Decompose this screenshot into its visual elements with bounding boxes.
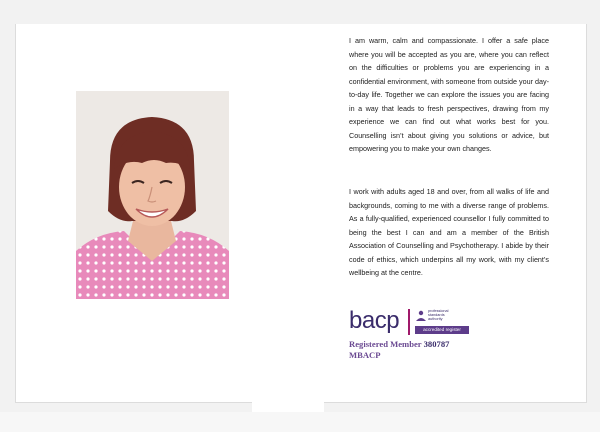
second-paragraph (349, 178, 549, 287)
portrait-image (76, 91, 229, 299)
page-divider-gap (252, 400, 324, 412)
membership-title: MBACP (349, 350, 381, 360)
registered-member-line (349, 339, 449, 349)
page-shadow (0, 412, 600, 432)
bacp-accreditation (349, 307, 479, 367)
psa-line3: authority (428, 317, 443, 322)
psa-label (428, 309, 448, 322)
registered-member-number: 380787 (423, 339, 450, 349)
psa-line1: professional (428, 309, 449, 313)
intro-text: I am warm, calm and compassionate. I offer a safe place where you will be accepted as you are, where you can reflect on the difficulties or problems you are experiencing in a confidential environment, with someone from outside your day-to-day life. Together we can explore the issues you are facing in a way that leads to fresh perspectives, drawing from my experience we can find out what works best for you. Counselling isn’t about giving you solutions or advice, but empowering you to make your own changes. (349, 36, 549, 153)
psa-line2: standards (428, 313, 445, 318)
page (15, 24, 587, 403)
bacp-wordmark: bacp (349, 307, 400, 334)
registered-member-label: Registered Member (349, 339, 422, 349)
second-text: I work with adults aged 18 and over, from all walks of life and backgrounds, coming to me with a diverse range of problems. As a fully-qualified, experienced counsellor I fully committed to being the best I can and am a member of the British Association of Counselling and Psychotherapy. I abide by their code of ethics, which underpins all my work, with my client’s wellbeing at the centre. (349, 187, 549, 278)
portrait-photo (76, 91, 229, 299)
accredited-register-badge: accredited register (415, 326, 469, 334)
intro-paragraph (349, 34, 549, 156)
bacp-divider (408, 309, 410, 335)
